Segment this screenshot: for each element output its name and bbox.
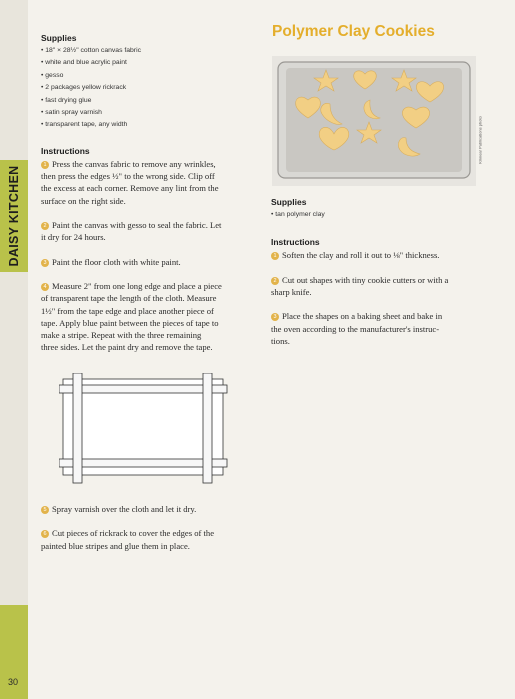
top-stripe: [59, 385, 227, 393]
step-number-badge: 1: [41, 161, 49, 169]
step-number-badge: 5: [41, 506, 49, 514]
supplies-heading: Supplies: [41, 33, 77, 43]
photo-credit: Kinnear Publications photo: [477, 116, 483, 164]
project-title: Polymer Clay Cookies: [272, 23, 435, 40]
floor-cloth-stripe-diagram: [59, 373, 229, 485]
section-label: DAISY KITCHEN: [7, 165, 21, 267]
instruction-step-3: 3 Paint the floor cloth with white paint.: [41, 256, 256, 268]
left-stripe: [73, 373, 82, 483]
instructions-heading: Instructions: [271, 237, 320, 248]
instruction-step-2: 2 Cut out shapes with tiny cookie cutters or with a sharp knife.: [271, 274, 449, 297]
supply-item: • white and blue acrylic paint: [41, 59, 127, 67]
supply-item: • satin spray varnish: [41, 109, 102, 117]
baking-sheet-illustration: [272, 56, 476, 186]
supply-item: • 18" × 28½" cotton canvas fabric: [41, 47, 141, 54]
instruction-step-1: 1 Press the canvas fabric to remove any wrinkles, then press the edges ½" to the wrong side. Clip off the excess at each corner. Remove any lint from the surface on the right side.: [41, 158, 219, 206]
step-number-badge: 4: [41, 283, 49, 291]
cookies-column: [271, 197, 476, 347]
step-number-badge: 2: [271, 277, 279, 285]
step-number-badge: 1: [271, 252, 279, 260]
instruction-step-6: 6 Cut pieces of rickrack to cover the edges of the painted blue stripes and glue them in place.: [41, 528, 215, 551]
step-number-badge: 6: [41, 530, 49, 538]
instruction-step-2: 2 Paint the canvas with gesso to seal the fabric. Let it dry for 24 hours.: [41, 220, 222, 243]
instructions-heading: Instructions: [41, 145, 90, 156]
supplies-list: [271, 209, 476, 221]
supplies-list: [41, 45, 256, 132]
supply-item: • 2 packages yellow rickrack: [41, 84, 127, 92]
instruction-step-1: 1 Soften the clay and roll it out to ⅛" thickness.: [271, 249, 476, 261]
step-number-badge: 3: [271, 313, 279, 321]
floor-cloth-column: [41, 33, 256, 354]
cookie-photo: [272, 56, 476, 186]
step-number-badge: 3: [41, 259, 49, 267]
supply-item: • fast drying glue: [41, 96, 92, 104]
final-steps: [41, 503, 256, 552]
bottom-stripe: [59, 459, 227, 467]
supplies-heading: Supplies: [271, 197, 307, 207]
step-number-badge: 2: [41, 222, 49, 230]
supply-item: • transparent tape, any width: [41, 121, 128, 129]
right-stripe: [203, 373, 212, 483]
instruction-step-3: 3 Place the shapes on a baking sheet and bake in the oven according to the manufacturer's instruc- tions.: [271, 311, 443, 346]
page-number: 30: [8, 677, 19, 687]
sidebar: [0, 0, 28, 699]
supply-item: • tan polymer clay: [271, 211, 325, 218]
instruction-step-4: 4 Measure 2" from one long edge and place a piece of transparent tape the length of the cloth. Measure 1½" from the tape edge and place another piece of tape. Apply blue paint between the pieces of tape to make a stripe. Repeat with the three remaining three sides. Let the paint dry and remove the tape.: [41, 280, 222, 353]
instruction-step-5: 5 Spray varnish over the cloth and let it dry.: [41, 503, 256, 515]
supply-item: • gesso: [41, 71, 64, 79]
